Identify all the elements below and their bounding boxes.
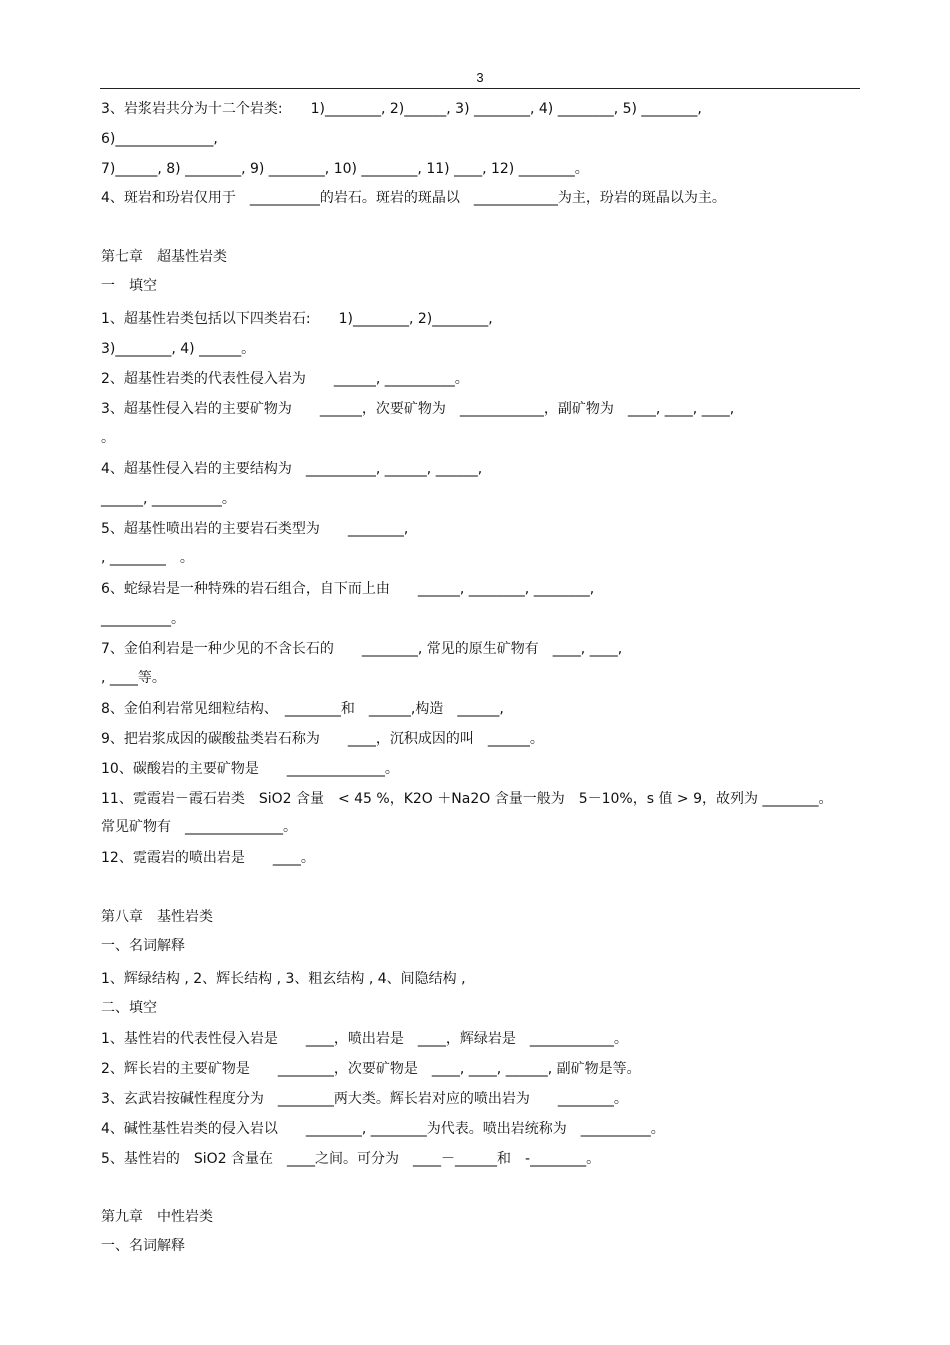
ch7-q2: 2、超基性岩类的代表性侵入岩为 ______, __________。 (101, 371, 469, 387)
chapter-7-title: 第七章 超基性岩类 (101, 249, 227, 265)
ch7-q11: 11、霓霞岩－霞石岩类 SiO2 含量 < 45 %，K2O ＋Na2O 含量一般为 5－10%，s 值 > 9，故列为 ________。 (101, 791, 833, 807)
ch7-q4: 4、超基性侵入岩的主要结构为 __________, ______, ______, (101, 461, 483, 477)
ch7-q5: 5、超基性喷出岩的主要岩石类型为 ________, (101, 521, 409, 537)
q3-magmatic-rock-classes: 3、岩浆岩共分为十二个岩类: 1)________, 2)______, 3) ________, 4) ________, 5) ________, (101, 101, 702, 117)
ch7-q7: 7、金伯利岩是一种少见的不含长石的 ________, 常见的原生矿物有 ____, ____, (101, 641, 623, 657)
chapter-7-section-fill: 一 填空 (101, 278, 157, 294)
page-number: 3 (476, 70, 484, 85)
chapter-8-section-fill: 二、填空 (101, 1000, 157, 1016)
ch8-q2: 2、辉长岩的主要矿物是 ________，次要矿物是 ____, ____, ______, 副矿物是等。 (101, 1061, 641, 1077)
ch8-terms-list: 1、辉绿结构 , 2、辉长结构 , 3、粗玄结构 , 4、间隐结构 , (101, 971, 466, 987)
ch7-q9: 9、把岩浆成因的碳酸盐类岩石称为 ____，沉积成因的叫 ______。 (101, 731, 544, 747)
ch7-q6: 6、蛇绿岩是一种特殊的岩石组合，自下而上由 ______, ________, ________, (101, 581, 595, 597)
ch7-q3-continued: 。 (101, 430, 115, 446)
ch7-q8: 8、金伯利岩常见细粒结构、 ________和 ______,构造 ______, (101, 701, 504, 717)
ch8-q4: 4、碱性基性岩类的侵入岩以 ________, ________为代表。喷出岩统称为 __________。 (101, 1121, 665, 1137)
q3-continued-6: 6)______________, (101, 131, 218, 147)
ch7-q6-continued: __________。 (101, 611, 185, 627)
chapter-8-title: 第八章 基性岩类 (101, 909, 213, 925)
ch8-q5: 5、基性岩的 SiO2 含量在 ____之间。可分为 ____－______和 -________。 (101, 1151, 601, 1167)
ch7-q5-continued: , ________ 。 (101, 550, 194, 566)
chapter-9-section-terms: 一、名词解释 (101, 1238, 185, 1254)
chapter-9-title: 第九章 中性岩类 (101, 1209, 213, 1225)
ch7-q1-continued: 3)________, 4) ______。 (101, 341, 256, 357)
chapter-8-section-terms: 一、名词解释 (101, 938, 185, 954)
ch8-q3: 3、玄武岩按碱性程度分为 ________两大类。辉长岩对应的喷出岩为 ________。 (101, 1091, 628, 1107)
q3-continued-7-12: 7)______, 8) ________, 9) ________, 10) ________, 11) ____, 12) ________。 (101, 161, 589, 177)
ch7-q1: 1、超基性岩类包括以下四类岩石: 1)________, 2)________, (101, 311, 493, 327)
ch7-q4-continued: ______, __________。 (101, 491, 236, 507)
ch8-q1: 1、基性岩的代表性侵入岩是 ____，喷出岩是 ____，辉绿岩是 ____________。 (101, 1031, 628, 1047)
q4-porphyry: 4、斑岩和玢岩仅用于 __________的岩石。斑岩的斑晶以 ____________为主，玢岩的斑晶以为主。 (101, 190, 726, 206)
ch7-q12: 12、霓霞岩的喷出岩是 ____。 (101, 850, 315, 866)
ch7-q7-continued: , ____等。 (101, 670, 166, 686)
header-rule (100, 88, 860, 89)
ch7-q11-continued: 常见矿物有 ______________。 (101, 819, 297, 835)
ch7-q3: 3、超基性侵入岩的主要矿物为 ______，次要矿物为 ____________，副矿物为 ____, ____, ____, (101, 401, 735, 417)
ch7-q10: 10、碳酸岩的主要矿物是 ______________。 (101, 761, 399, 777)
